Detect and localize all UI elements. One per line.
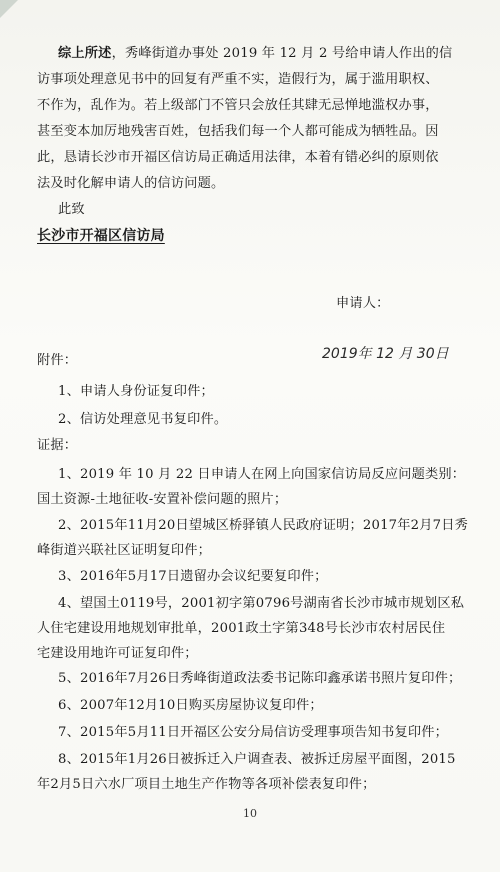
attachments-heading: 附件： bbox=[37, 353, 78, 368]
scan-corner-mark bbox=[0, 0, 18, 18]
summary-lead: 综上所述 bbox=[58, 46, 112, 61]
body-line-1 bbox=[58, 42, 452, 61]
attachment-item: 1、申请人身份证复印件； bbox=[58, 384, 214, 399]
evidence-line: 峰街道兴联社区证明复印件； bbox=[37, 543, 212, 558]
evidence-line: 5、2016年7月26日秀峰街道政法委书记陈印鑫承诺书照片复印件； bbox=[58, 671, 462, 686]
evidence-line: 1、2019 年 10 月 22 日申请人在网上向国家信访局反应问题类别： bbox=[58, 467, 466, 482]
evidence-line: 国土资源-土地征收-安置补偿问题的照片； bbox=[37, 492, 288, 507]
recipient: 长沙市开福区信访局 bbox=[37, 228, 165, 244]
greeting: 此致 bbox=[58, 202, 85, 217]
body-line-1-text: ，秀峰街道办事处 2019 年 12 月 2 号给申请人作出的信 bbox=[111, 46, 453, 61]
evidence-line: 8、2015年1月26日被拆迁入户调查表、被拆迁房屋平面图，2015 bbox=[58, 752, 456, 767]
body-line-2: 访事项处理意见书中的回复有严重不实，造假行为，属于滥用职权、 bbox=[37, 72, 439, 87]
page-number: 10 bbox=[243, 807, 257, 820]
signature-date: 2019年 12 月 30日 bbox=[322, 346, 449, 362]
body-line-3: 不作为，乱作为。若上级部门不管只会放任其肆无忌惮地滥权办事， bbox=[37, 98, 439, 113]
attachment-item: 2、信访处理意见书复印件。 bbox=[58, 412, 228, 427]
evidence-line: 3、2016年5月17日遗留办会议纪要复印件； bbox=[58, 569, 328, 584]
body-line-5: 此，恳请长沙市开福区信访局正确适用法律，本着有错必纠的原则依 bbox=[37, 150, 439, 165]
evidence-line: 6、2007年12月10日购买房屋协议复印件； bbox=[58, 698, 323, 713]
evidence-line: 年2月5日六水厂项目土地生产作物等各项补偿表复印件； bbox=[37, 777, 376, 792]
evidence-line: 7、2015年5月11日开福区公安分局信访受理事项告知书复印件； bbox=[58, 725, 449, 740]
evidence-line: 4、望国土0119号，2001初字第0796号湖南省长沙市城市规划区私 bbox=[58, 596, 465, 611]
evidence-line: 人住宅建设用地规划审批单，2001政土字第348号长沙市农村居民住 bbox=[37, 621, 446, 636]
evidence-line: 宅建设用地许可证复印件； bbox=[37, 646, 198, 661]
body-line-4: 甚至变本加厉地残害百姓，包括我们每一个人都可能成为牺牲品。因 bbox=[37, 124, 439, 139]
body-line-6: 法及时化解申请人的信访问题。 bbox=[37, 176, 225, 191]
evidence-heading: 证据： bbox=[37, 438, 78, 453]
applicant-label: 申请人： bbox=[336, 296, 390, 311]
evidence-line: 2、2015年11月20日望城区桥驿镇人民政府证明；2017年2月7日秀 bbox=[58, 518, 468, 533]
